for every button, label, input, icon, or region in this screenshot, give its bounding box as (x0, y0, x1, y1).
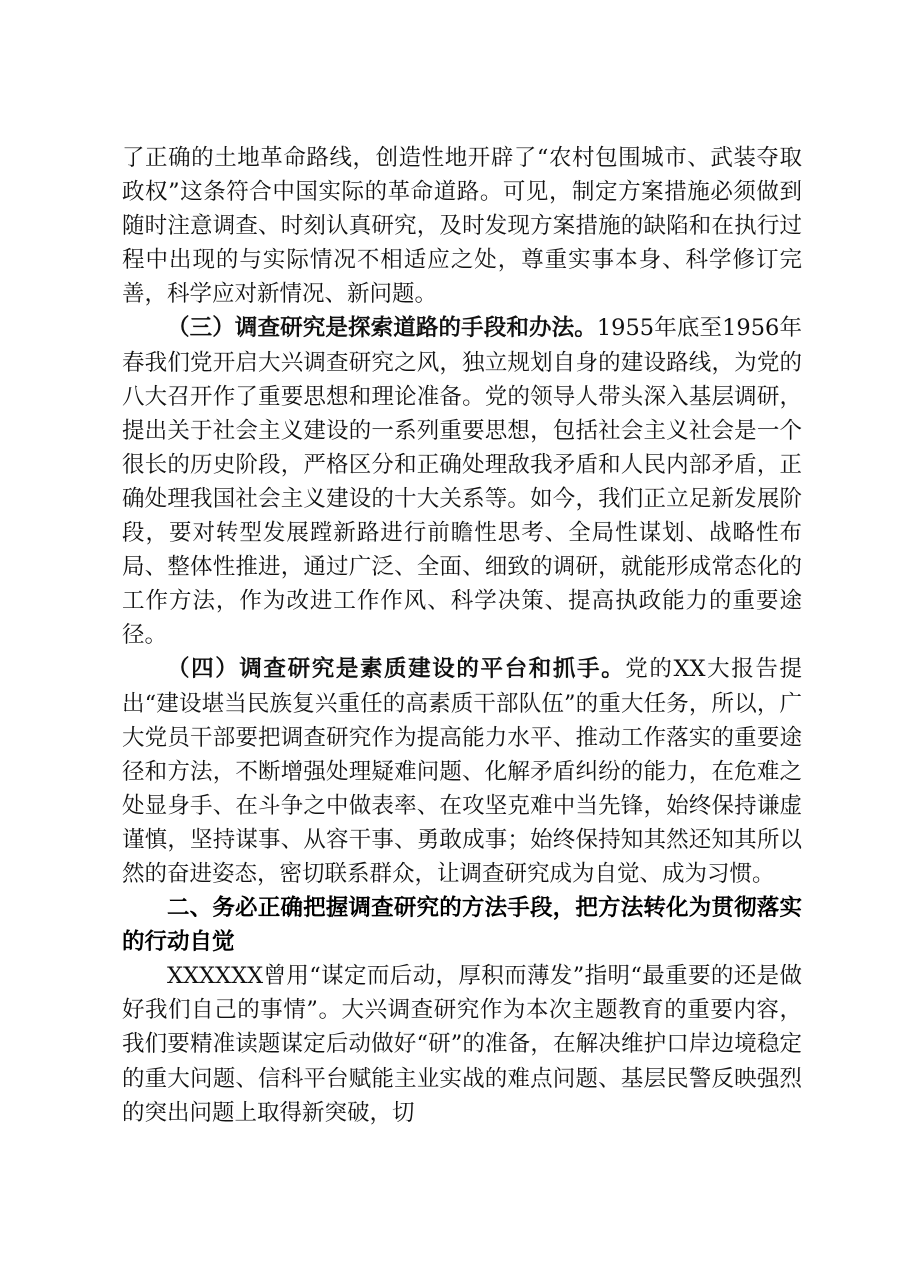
section-heading: 二、务必正确把握调查研究的方法手段，把方法转化为贯彻落实的行动自觉 (122, 895, 802, 956)
paragraph-3-lead: （四）调查研究是素质建设的平台和抓手。 (167, 656, 626, 683)
paragraph-4 (122, 959, 802, 1129)
paragraph-3 (122, 652, 802, 891)
paragraph-1 (122, 141, 802, 311)
paragraph-3-text: 党的XX大报告提出“建设堪当民族复兴重任的高素质干部队伍”的重大任务，所以，广大党员干部要把调查研究作为提高能力水平、推动工作落实的重要途径和方法，不断增强处理疑难问题、化解矛盾纠纷的能力，在危难之处显身手、在斗争之中做表率、在攻坚克难中当先锋，始终保持谦虚谨慎，坚持谋事、从容干事、勇敢成事；始终保持知其然还知其所以然的奋进姿态，密切联系群众，让调查研究成为自觉、成为习惯。 (122, 656, 802, 887)
paragraph-2-lead: （三）调查研究是探索道路的手段和办法。 (167, 315, 597, 342)
document-page (122, 141, 802, 1130)
paragraph-4-text: XXXXXX曾用“谋定而后动，厚积而薄发”指明“最重要的还是做好我们自己的事情”。大兴调查研究作为本次主题教育的重要内容，我们要精准读题谋定后动做好“研”的准备，在解决维护口岸边境稳定的重大问题、信科平台赋能主业实战的难点问题、基层民警反映强烈的突出问题上取得新突破，切 (122, 963, 802, 1126)
paragraph-2-text: 1955年底至1956年春我们党开启大兴调查研究之风，独立规划自身的建设路线，为党的八大召开作了重要思想和理论准备。党的领导人带头深入基层调研，提出关于社会主义建设的一系列重要思想，包括社会主义社会是一个很长的历史阶段，严格区分和正确处理敌我矛盾和人民内部矛盾，正确处理我国社会主义建设的十大关系等。如今，我们正立足新发展阶段，要对转型发展蹚新路进行前瞻性思考、全局性谋划、战略性布局、整体性推进，通过广泛、全面、细致的调研，就能形成常态化的工作方法，作为改进工作作风、科学决策、提高执政能力的重要途径。 (122, 315, 802, 649)
paragraph-1-text: 了正确的土地革命路线，创造性地开辟了“农村包围城市、武装夺取政权”这条符合中国实际的革命道路。可见，制定方案措施必须做到随时注意调查、时刻认真研究，及时发现方案措施的缺陷和在执行过程中出现的与实际情况不相适应之处，尊重实事本身、科学修订完善，科学应对新情况、新问题。 (122, 145, 802, 308)
paragraph-2 (122, 311, 802, 652)
